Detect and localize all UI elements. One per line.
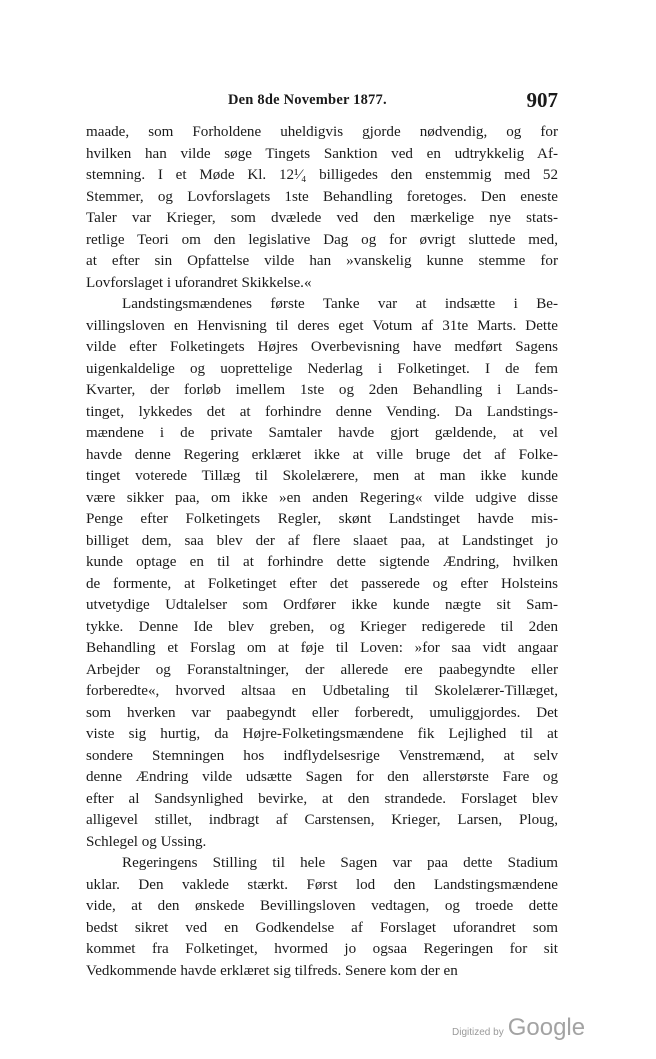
text-line: uklar. Den vaklede stærkt. Først lod den Landstingsmændene [86, 876, 558, 893]
text-line: Regeringens Stilling til hele Sagen var paa dette Stadium [122, 855, 558, 871]
text-line: Vedkommende havde erklæret sig tilfreds. Senere kom der en [86, 962, 458, 979]
text-line: sondere Stemningen hos indflydelsesrige Venstremænd, at selv [86, 747, 558, 764]
digitized-by-label: Digitized by [452, 1027, 504, 1038]
text-line: mændene i de private Samtaler havde gjort gældende, at vel [86, 425, 558, 441]
paragraph [86, 294, 558, 853]
text-line: efter al Sandsynlighed bevirke, at den strandede. Forslaget blev [86, 790, 558, 807]
text-line: utvetydige Udtalelser som Ordfører ikke kunde nægte sit Sam- [86, 597, 558, 613]
text-line: vilde efter Folketingets Højres Overbevisning have medført Sagens [86, 339, 558, 355]
text-line: hvilken han vilde søge Tingets Sanktion ved en udtrykkelig Af- [86, 145, 558, 162]
text-line: Lovforslaget i uforandret Skikkelse.« [86, 274, 312, 291]
text-line: Landstingsmændenes første Tanke var at indsætte i Be- [122, 296, 558, 312]
running-header [86, 88, 558, 114]
text-line: Kvarter, der forløb imellem 1ste og 2den Behandling i Lands- [86, 382, 558, 398]
text-line: denne Ændring vilde udsætte Sagen for den allerstørste Fare og [86, 769, 558, 785]
text-line: at efter sin Opfattelse vilde han »vanskelig kunne stemme for [86, 253, 558, 269]
text-line: Schlegel og Ussing. [86, 833, 207, 850]
text-line: billiget dem, saa blev der af flere slaaet paa, at Landstinget jo [86, 532, 558, 549]
text-line: tykke. Denne Ide blev greben, og Krieger redigerede til 2den [86, 618, 558, 635]
text-line: villingsloven en Henvisning til deres eget Votum af 31te Marts. Dette [86, 317, 558, 334]
paragraph [86, 122, 558, 294]
text-line: som hverken var paabegyndt eller forberedt, umuliggjordes. Det [86, 704, 558, 721]
text-line: Arbejder og Foranstaltninger, der allerede ere paabegyndte eller [86, 661, 558, 678]
text-line: være sikker paa, om ikke »en anden Regering« vilde udgive disse [86, 489, 558, 506]
text-line: maade, som Forholdene uheldigvis gjorde nødvendig, og for [86, 124, 558, 140]
text-line: vide, at den ønskede Bevillingsloven vedtagen, og troede dette [86, 898, 558, 914]
text-line: tinget voterede Tillæg til Skolelærere, men at man ikke kunde [86, 468, 558, 484]
text-line: stemning. I et Møde Kl. 12¹⁄₄ billigedes den enstemmig med 52 [86, 167, 558, 183]
text-line: havde denne Regering erklæret ikke at ville bruge det af Folke- [86, 446, 558, 463]
text-line: alligevel stillet, indbragt af Carstensen, Krieger, Larsen, Ploug, [86, 812, 558, 828]
text-line: tinget, lykkedes det at forhindre denne Vending. Da Landstings- [86, 403, 558, 420]
text-line: Taler var Krieger, som dvælede ved den mærkelige nye stats- [86, 210, 558, 226]
text-line: Stemmer, og Lovforslagets 1ste Behandling foretoges. Den eneste [86, 188, 558, 205]
text-line: uigenkaldelige og uoprettelige Nederlag i Folketinget. I de fem [86, 360, 558, 377]
text-line: kunde optage en til at forhindre dette sigtende Ændring, hvilken [86, 554, 558, 570]
paragraph [86, 853, 558, 982]
text-line: forberedte«, hvorved altsaa en Udbetaling til Skolelærer-Tillæget, [86, 683, 558, 699]
google-logo: Google [507, 1014, 586, 1041]
text-line: viste sig hurtig, da Højre-Folketingsmændene fik Lejlighed til at [86, 726, 558, 742]
text-line: kommet fra Folketinget, hvormed jo ogsaa Regeringen for sit [86, 941, 558, 957]
page-number: 907 [526, 88, 558, 112]
text-line: bedst sikret ved en Godkendelse af Forslaget uforandret som [86, 919, 558, 936]
text-line: Penge efter Folketingets Regler, skønt Landstinget havde mis- [86, 511, 558, 527]
text-line: retlige Teori om den legislative Dag og for øvrigt sluttede med, [86, 231, 558, 248]
body-text [86, 122, 558, 982]
text-line: Behandling et Forslag om at føje til Loven: »for saa vidt angaar [86, 640, 558, 656]
digitization-watermark [452, 1014, 585, 1042]
header-date: Den 8de November 1877. [228, 92, 387, 108]
text-line: de formente, at Folketinget efter det passerede og efter Holsteins [86, 575, 558, 592]
